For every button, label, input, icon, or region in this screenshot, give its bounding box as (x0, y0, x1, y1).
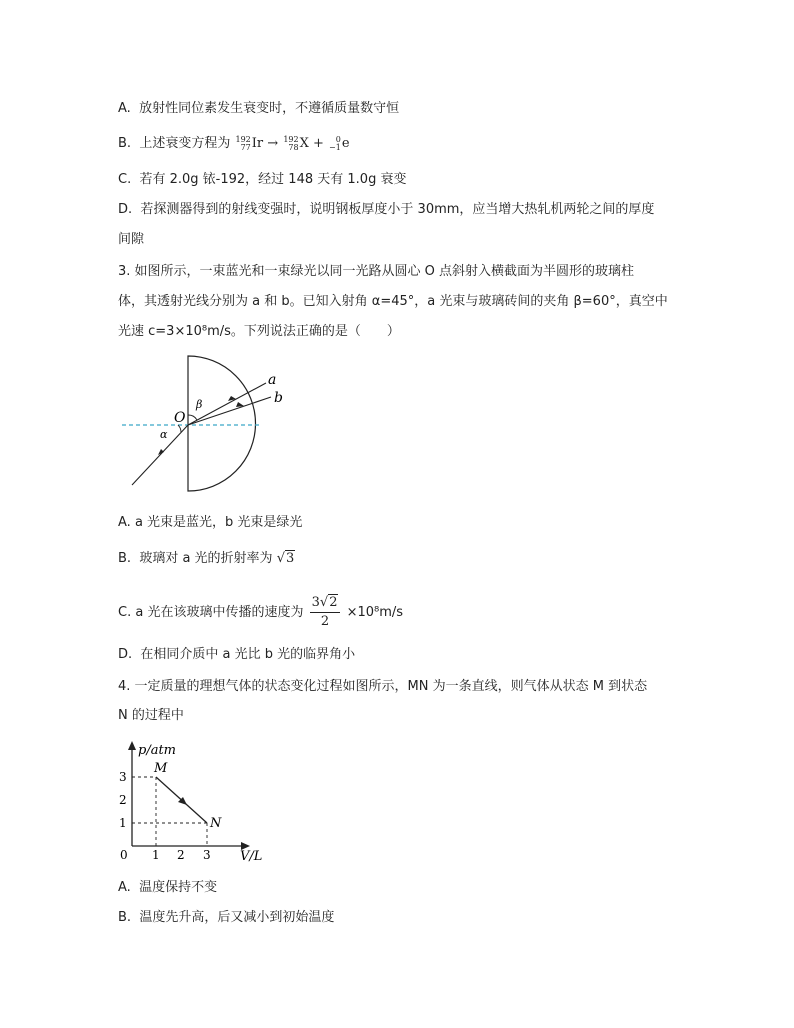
q3-stem-line1: 3. 如图所示，一束蓝光和一束绿光以同一光路从圆心 O 点斜射入横截面为半圆形的玻璃柱 (118, 264, 635, 279)
option-text: 上述衰变方程为 (139, 136, 231, 151)
q3-option-b (118, 549, 295, 569)
semicircle-glass (188, 356, 255, 491)
option-text: 温度先升高，后又减小到初始温度 (139, 910, 335, 925)
x-tick-1: 1 (152, 848, 160, 862)
alpha-arc (178, 425, 181, 432)
label-a: a (268, 372, 277, 388)
y-tick-2: 2 (119, 793, 127, 807)
option-text: a 光在该玻璃中传播的速度为 (135, 605, 304, 620)
q4-pv-graph (112, 738, 282, 868)
option-text: 放射性同位素发生衰变时，不遵循质量数守恒 (139, 101, 400, 116)
point-n-label: N (210, 816, 222, 831)
option-text: 若有 2.0g 铱-192，经过 148 天有 1.0g 衰变 (139, 172, 407, 187)
sqrt-expression: √3 (276, 551, 295, 566)
option-prev-a (118, 99, 399, 119)
option-label: B. (118, 551, 132, 566)
option-prev-d (118, 200, 654, 220)
q3-refraction-figure (118, 352, 298, 497)
q3-option-a (118, 513, 302, 533)
q3-option-c (118, 594, 403, 632)
option-text: 温度保持不变 (139, 880, 218, 895)
option-label: A. (118, 101, 131, 116)
y-axis-label: p/atm (138, 743, 177, 758)
decay-equation: 192 77Ir → 192 78X + 0 −1e (235, 134, 350, 152)
option-prev-b (118, 134, 350, 154)
option-label: A. (118, 515, 131, 530)
label-alpha: α (160, 428, 168, 441)
option-text: 在相同介质中 a 光比 b 光的临界角小 (140, 647, 356, 662)
option-text-unit: ×10⁸m/s (346, 605, 404, 620)
beta-arc (188, 415, 197, 420)
x-tick-3: 3 (203, 848, 211, 862)
option-text: 若探测器得到的射线变强时，说明钢板厚度小于 30mm，应当增大热轧机两轮之间的厚度 (140, 202, 655, 217)
label-beta: β (196, 398, 203, 411)
option-text: 玻璃对 a 光的折射率为 (139, 551, 273, 566)
option-label: D. (118, 202, 133, 217)
option-label: D. (118, 647, 133, 662)
y-tick-3: 3 (119, 770, 127, 784)
fraction-expression: $\frac{3√2}{2}$ (310, 594, 341, 631)
q3-stem-line3: 光速 c=3×10⁸m/s。下列说法正确的是（ ） (118, 324, 400, 339)
y-axis-arrow (128, 741, 136, 750)
option-label: C. (118, 172, 132, 187)
q4-stem-line2: N 的过程中 (118, 708, 184, 723)
option-prev-c (118, 170, 406, 190)
q4-option-b (118, 908, 334, 928)
q3-option-d (118, 645, 355, 665)
option-label: C. (118, 605, 132, 620)
x-tick-2: 2 (177, 848, 185, 862)
option-text: a 光束是蓝光，b 光束是绿光 (134, 515, 303, 530)
label-o: O (174, 410, 186, 426)
q4-option-a (118, 878, 217, 898)
point-m-label: M (154, 761, 168, 776)
option-label: B. (118, 910, 132, 925)
q4-stem-line1: 4. 一定质量的理想气体的状态变化过程如图所示，MN 为一条直线，则气体从状态 M 到状态 (118, 679, 648, 694)
option-label: A. (118, 880, 131, 895)
option-label: B. (118, 136, 132, 151)
q3-stem-line2: 体，其透射光线分别为 a 和 b。已知入射角 α=45°，a 光束与玻璃砖间的夹角 β=60°，真空中 (118, 294, 668, 309)
option-prev-d-cont: 间隙 (118, 232, 145, 247)
y-tick-1: 1 (119, 816, 127, 830)
origin-label: 0 (120, 848, 128, 862)
x-axis-label: V/L (240, 849, 263, 864)
label-b: b (274, 390, 283, 406)
